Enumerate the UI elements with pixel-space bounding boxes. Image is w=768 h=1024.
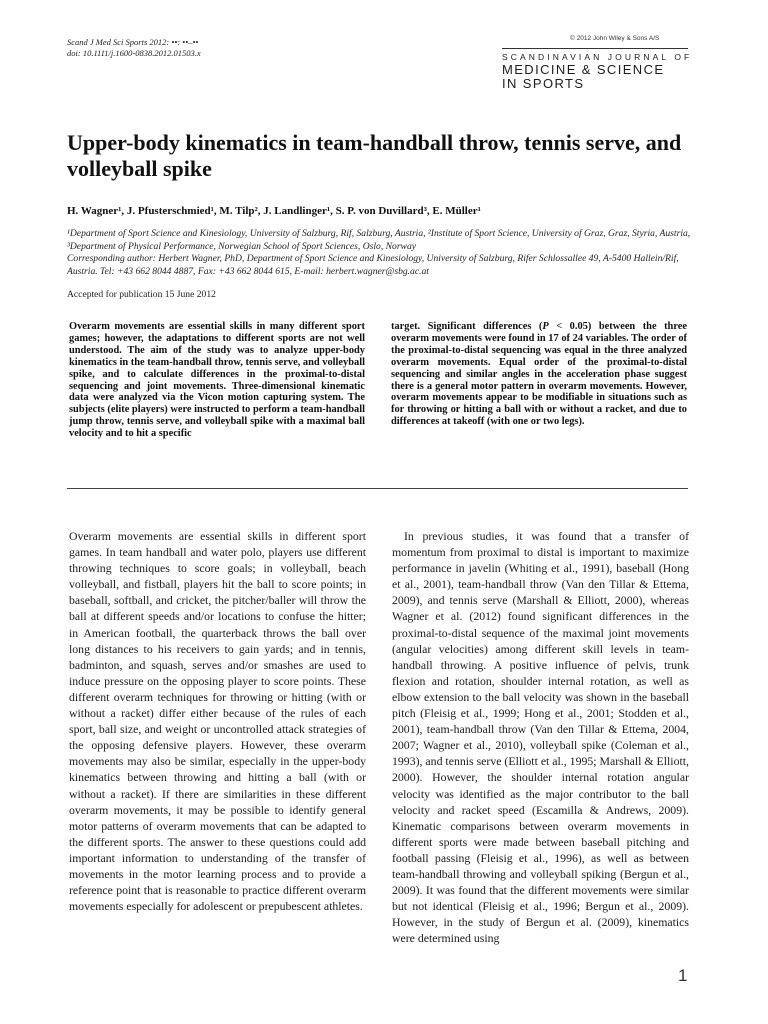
citation-volume: Scand J Med Sci Sports 2012: ••: ••–•• — [67, 37, 199, 47]
corresponding-author: Corresponding author: Herbert Wagner, PhD, Department of Sport Science and Kinesiology, University of Salzburg, Rifer Schlossallee 49, A-5400 Hallein/Rif, Austria. Tel: +43 662 8044 4887, Fax: +43 662 8044 615, E-mail: herbert.wagner@sbg.ac.at — [67, 253, 679, 277]
citation-doi: doi: 10.1111/j.1600-0838.2012.01503.x — [67, 48, 201, 58]
journal-citation — [67, 37, 201, 59]
affiliations-block — [67, 228, 697, 278]
abstract-p-symbol: P — [542, 321, 549, 332]
abstract-right-start: target. Significant differences ( — [391, 321, 543, 332]
journal-name-line2: MEDICINE & SCIENCE — [502, 62, 665, 77]
abstract-right-rest: < 0.05) between the three overarm movements were found in 17 of 24 variables. The order of the proximal-to-distal sequencing was equal in the three analyzed overarm movements. Equal order of the proximal-to-distal sequencing and similar angles in the acceleration phase suggest there is a general motor pattern in overarm movements. However, overarm movements appear to be modifiable in situations such as for throwing or hitting a ball with or without a racket, and due to differences at takeoff (with one or two legs). — [391, 321, 687, 428]
body-column-right — [392, 528, 689, 946]
body-column-left — [69, 528, 366, 914]
author-list: H. Wagner¹, J. Pfusterschmied¹, M. Tilp², J. Landlinger¹, S. P. von Duvillard³, E. Müller¹ — [67, 205, 481, 217]
abstract-divider — [67, 488, 688, 489]
journal-name-line1: SCANDINAVIAN JOURNAL OF — [502, 52, 693, 62]
page-number: 1 — [678, 966, 688, 985]
copyright-notice: © 2012 John Wiley & Sons A/S — [570, 35, 660, 42]
article-title: Upper-body kinematics in team-handball throw, tennis serve, and volleyball spike — [67, 130, 682, 181]
intro-paragraph-1: Overarm movements are essential skills in different sport games. In team handball and water polo, players use different throwing techniques to score goals; in volleyball, beach volleyball, and fistball, players hit the ball to score points; in baseball, softball, and cricket, the pitcher/baller will throw the ball at different speeds and/or locations to confuse the hitter; in American football, the quarterback throws the ball over long distances to his receivers to gain yards; and in tennis, badminton, and squash, serves and/or smashes are used to induce pressure on the opposing player to score points. These different overarm techniques for throwing or hitting (with or without a racket) differ either because of the rules of each sport, ball size, and weight or uncontrolled attack strategies of the opposing defensive players. However, these overarm movements may also be similar, especially in the upper-body kinematics between throwing and hitting a ball (with or without a racket). If there are similarities in these different overarm movements, it may be possible to identify general motor patterns of overarm movements that can be adapted to the different sports. The answer to these questions could add important information to understanding of the transfer of movements in the motor learning process and to provide a reference point that is reasonable to practice different overarm movements especially for adolescent or prepubescent athletes. — [69, 529, 366, 914]
journal-rule — [502, 48, 688, 49]
accepted-date: Accepted for publication 15 June 2012 — [67, 289, 216, 300]
journal-logo — [502, 48, 693, 91]
affiliations: ¹Department of Sport Science and Kinesiology, University of Salzburg, Rif, Salzburg, Austria, ²Institute of Sport Science, University of Graz, Graz, Styria, Austria, ³Department of Physical Performance, Norwegian School of Sport Sciences, Oslo, Norway — [67, 228, 691, 252]
abstract-column-right — [391, 321, 687, 428]
journal-name-line3: IN SPORTS — [502, 76, 585, 91]
abstract-column-left: Overarm movements are essential skills in many different sport games; however, the adaptations to different sports are not well understood. The aim of the study was to analyze upper-body kinematics in the team-handball throw, tennis serve, and volleyball spike, and to calculate differences in the proximal-to-distal sequencing and joint movements. Three-dimensional kinematic data were analyzed via the Vicon motion capturing system. The subjects (elite players) were instructed to perform a team-handball jump throw, tennis serve, and volleyball spike with a maximal ball velocity and to hit a specific — [69, 321, 365, 440]
intro-paragraph-2: In previous studies, it was found that a transfer of momentum from proximal to distal is important to maximize performance in javelin (Whiting et al., 1991), baseball (Hong et al., 2001), team-handball throw (Van den Tillar & Ettema, 2009), and tennis serve (Marshall & Elliott, 2000), whereas Wagner et al. (2012) found significant differences in the proximal-to-distal sequence of the maximal joint movements (angular velocities) among different skill levels in team-handball throwing. A positive influence of pelvis, trunk flexion and rotation, shoulder internal rotation, as well as elbow extension to the ball velocity was shown in the baseball pitch (Fleisig et al., 1999; Hong et al., 2001; Stodden et al., 2001), team-handball throw (Van den Tillar & Ettema, 2004, 2007; Wagner et al., 2010), volleyball spike (Coleman et al., 1993), and tennis serve (Elliott et al., 1995; Marshall & Elliott, 2000). However, the shoulder internal rotation angular velocity was identified as the major contributor to the ball velocity and racket speed (Escamilla & Andrews, 2009). Kinematic comparisons between overarm movements in different sports were made between baseball pitching and football passing (Fleisig et al., 1996), as well as between team-handball throwing and volleyball spiking (Bergun et al., 2009). It was found that the different movements were similar but not identical (Fleisig et al., 1996; Bergun et al., 2009). However, in the study of Bergun et al. (2009), kinematics were determined using — [392, 529, 689, 946]
